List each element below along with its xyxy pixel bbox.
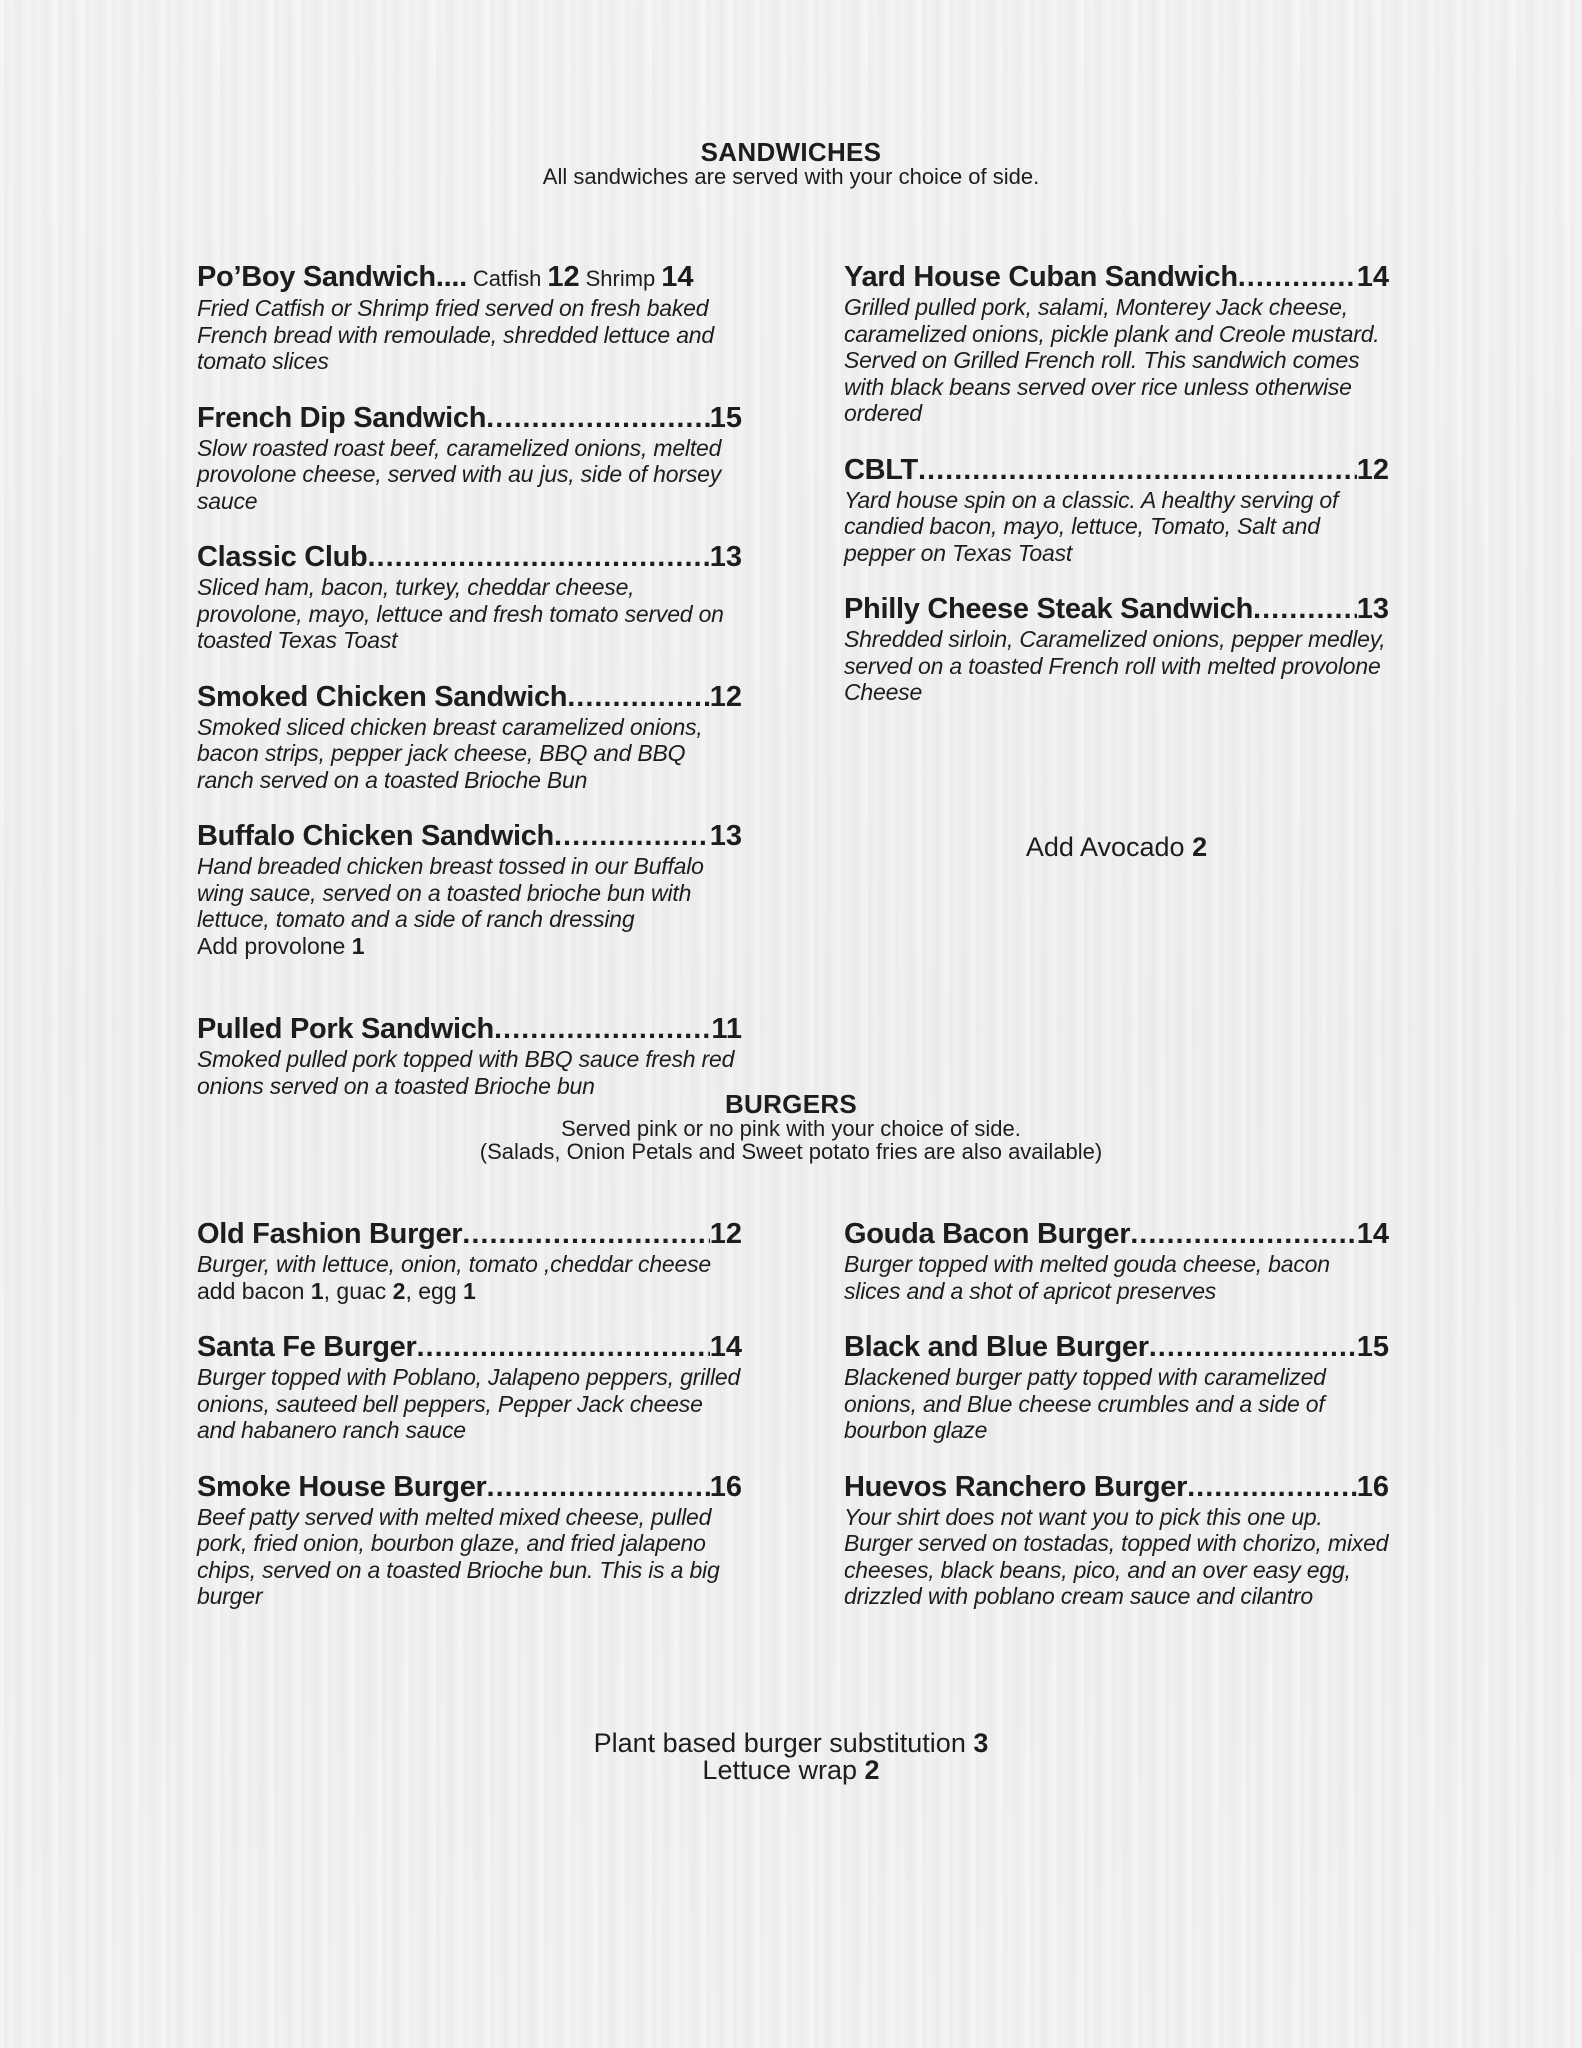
item-name: Smoke House Burger xyxy=(197,1470,487,1503)
dot-leader xyxy=(1187,1471,1357,1504)
item-description: Smoked pulled pork topped with BBQ sauce fresh red onions served on a toasted Brioche bun xyxy=(197,1046,735,1099)
item-price: 15 xyxy=(709,401,742,434)
dot-leader xyxy=(487,1471,710,1504)
item-name: Po’Boy Sandwich.... xyxy=(197,261,467,293)
item-description: Burger topped with melted gouda cheese, bacon slices and a shot of apricot preserves xyxy=(844,1251,1330,1304)
item-name: Buffalo Chicken Sandwich xyxy=(197,820,554,852)
burgers-left-column xyxy=(197,1218,742,1637)
menu-item-cblt xyxy=(844,454,1389,567)
item-description: Sliced ham, bacon, turkey, cheddar cheese, provolone, mayo, lettuce and fresh tomato served on toasted Texas Toast xyxy=(197,574,724,653)
sandwiches-header xyxy=(0,139,1582,188)
item-name: Black and Blue Burger xyxy=(844,1331,1149,1363)
addon-guac-price: 2 xyxy=(392,1277,406,1304)
dot-leader xyxy=(417,1331,710,1364)
dot-leader xyxy=(367,541,709,574)
menu-item-buffalo-chicken xyxy=(197,820,742,959)
item-name: Classic Club xyxy=(197,541,368,573)
menu-item-pulled-pork xyxy=(197,1013,742,1099)
item-name: Philly Cheese Steak Sandwich xyxy=(844,593,1254,625)
dot-leader xyxy=(1149,1331,1357,1364)
dot-leader xyxy=(567,681,710,714)
menu-item-cuban xyxy=(844,261,1389,427)
menu-item-classic-club xyxy=(197,541,742,654)
option-label: Catfish xyxy=(472,266,542,291)
menu-item-smoked-chicken xyxy=(197,681,742,794)
item-description: Hand breaded chicken breast tossed in our Buffalo wing sauce, served on a toasted brioche bun with lettuce, tomato and a side of ranch dressing xyxy=(197,853,704,932)
item-name: Santa Fe Burger xyxy=(197,1331,417,1363)
item-addons: add bacon 1, guac 2, egg 1 xyxy=(197,1277,476,1304)
item-price: 14 xyxy=(1356,261,1389,293)
plant-based-price: 3 xyxy=(973,1728,989,1758)
addon-egg-price: 1 xyxy=(463,1277,476,1304)
item-price: 16 xyxy=(709,1470,742,1503)
item-description: Slow roasted roast beef, caramelized onions, melted provolone cheese, served with au jus, side of horsey sauce xyxy=(197,434,722,514)
item-name: French Dip Sandwich xyxy=(197,401,487,434)
sandwiches-title: SANDWICHES xyxy=(700,137,882,167)
burger-substitution-notes xyxy=(0,1730,1582,1784)
addon-bacon-price: 1 xyxy=(310,1277,324,1304)
menu-item-huevos-ranchero xyxy=(844,1471,1389,1610)
item-name: Pulled Pork Sandwich xyxy=(197,1013,494,1045)
addon-price: 1 xyxy=(351,932,365,959)
item-description: Blackened burger patty topped with caramelized onions, and Blue cheese crumbles and a side of bourbon glaze xyxy=(844,1364,1326,1443)
sandwiches-subtitle: All sandwiches are served with your choice of side. xyxy=(542,164,1040,189)
option-label: Shrimp xyxy=(585,266,656,291)
addon-egg-label: egg xyxy=(418,1277,457,1304)
item-description: Grilled pulled pork, salami, Monterey Jack cheese, caramelized onions, pickle plank and Creole mustard. Served on Grilled French roll. This sandwich comes with black beans served over rice unless otherwise ordered xyxy=(844,294,1380,426)
plant-based-note xyxy=(0,1730,1582,1757)
avocado-addon-note xyxy=(844,834,1389,861)
burgers-right-column xyxy=(844,1218,1389,1637)
item-description: Burger, with lettuce, onion, tomato ,cheddar cheese xyxy=(197,1251,712,1277)
item-price: 12 xyxy=(1356,453,1389,486)
dot-leader xyxy=(554,820,710,853)
avocado-price: 2 xyxy=(1192,832,1208,862)
item-price: 12 xyxy=(709,680,742,713)
item-name: Old Fashion Burger xyxy=(197,1218,463,1250)
item-description: Beef patty served with melted mixed cheese, pulled pork, fried onion, bourbon glaze, and fried jalapeno chips, served on a toasted Brioche bun. This is a big burger xyxy=(197,1503,720,1609)
item-name: CBLT xyxy=(844,453,918,486)
dot-leader xyxy=(462,1218,709,1251)
item-price: 12 xyxy=(709,1218,742,1250)
item-name: Smoked Chicken Sandwich xyxy=(197,680,568,713)
plant-based-label: Plant based burger substitution xyxy=(593,1728,966,1758)
dot-leader xyxy=(1130,1218,1356,1251)
item-name: Gouda Bacon Burger xyxy=(844,1218,1131,1250)
sandwiches-left-column xyxy=(197,261,742,1126)
item-name: Huevos Ranchero Burger xyxy=(844,1470,1188,1503)
dot-leader xyxy=(494,1013,711,1046)
menu-item-gouda-bacon xyxy=(844,1218,1389,1304)
burgers-header xyxy=(0,1091,1582,1163)
dot-leader xyxy=(1253,593,1357,626)
dot-leader xyxy=(1238,261,1357,294)
lettuce-wrap-note xyxy=(0,1757,1582,1784)
option-price: 12 xyxy=(547,261,580,293)
item-price: 13 xyxy=(709,820,742,852)
addon-label: Add provolone xyxy=(197,932,346,959)
burgers-subtitle-note: (Salads, Onion Petals and Sweet potato fries are also available) xyxy=(479,1139,1103,1164)
option-price: 14 xyxy=(661,261,694,293)
item-price: 13 xyxy=(709,541,742,573)
item-description: Fried Catfish or Shrimp fried served on fresh baked French bread with remoulade, shredded lettuce and tomato slices xyxy=(197,295,714,374)
burgers-subtitle: Served pink or no pink with your choice of side. xyxy=(561,1116,1021,1141)
avocado-label: Add Avocado xyxy=(1025,832,1185,862)
item-price: 14 xyxy=(709,1331,742,1363)
item-price: 15 xyxy=(1356,1331,1389,1363)
item-addon xyxy=(197,933,742,960)
sandwiches-right-column xyxy=(844,261,1389,733)
menu-item-poboy xyxy=(197,261,742,375)
addon-bacon-label: add bacon xyxy=(197,1277,305,1304)
item-description: Yard house spin on a classic. A healthy serving of candied bacon, mayo, lettuce, Tomato, Salt and pepper on Texas Toast xyxy=(844,486,1339,566)
menu-item-french-dip xyxy=(197,402,742,515)
menu-item-black-and-blue xyxy=(844,1331,1389,1444)
menu-item-santa-fe xyxy=(197,1331,742,1444)
item-price: 16 xyxy=(1356,1470,1389,1503)
lettuce-wrap-price: 2 xyxy=(864,1755,880,1785)
burgers-title: BURGERS xyxy=(724,1089,858,1119)
dot-leader xyxy=(918,454,1357,487)
menu-item-old-fashion xyxy=(197,1218,742,1304)
item-description: Shredded sirloin, Caramelized onions, pepper medley, served on a toasted French roll with melted provolone Cheese xyxy=(844,626,1386,705)
menu-item-smoke-house xyxy=(197,1471,742,1610)
item-description: Burger topped with Poblano, Jalapeno peppers, grilled onions, sauteed bell peppers, Pepper Jack cheese and habanero ranch sauce xyxy=(197,1364,741,1443)
item-description: Your shirt does not want you to pick this one up. Burger served on tostadas, topped with chorizo, mixed cheeses, black beans, pico, and an over easy egg, drizzled with poblano cream sauce and cilantro xyxy=(844,1503,1389,1609)
item-price: 13 xyxy=(1356,593,1389,625)
dot-leader xyxy=(486,402,710,435)
item-price: 11 xyxy=(711,1013,742,1045)
addon-guac-label: guac xyxy=(336,1277,387,1304)
item-price: 14 xyxy=(1356,1218,1389,1250)
menu-item-philly xyxy=(844,593,1389,706)
item-name: Yard House Cuban Sandwich xyxy=(844,261,1238,293)
item-description: Smoked sliced chicken breast caramelized onions, bacon strips, pepper jack cheese, BBQ and BBQ ranch served on a toasted Brioche Bun xyxy=(197,713,703,793)
lettuce-wrap-label: Lettuce wrap xyxy=(702,1755,858,1785)
